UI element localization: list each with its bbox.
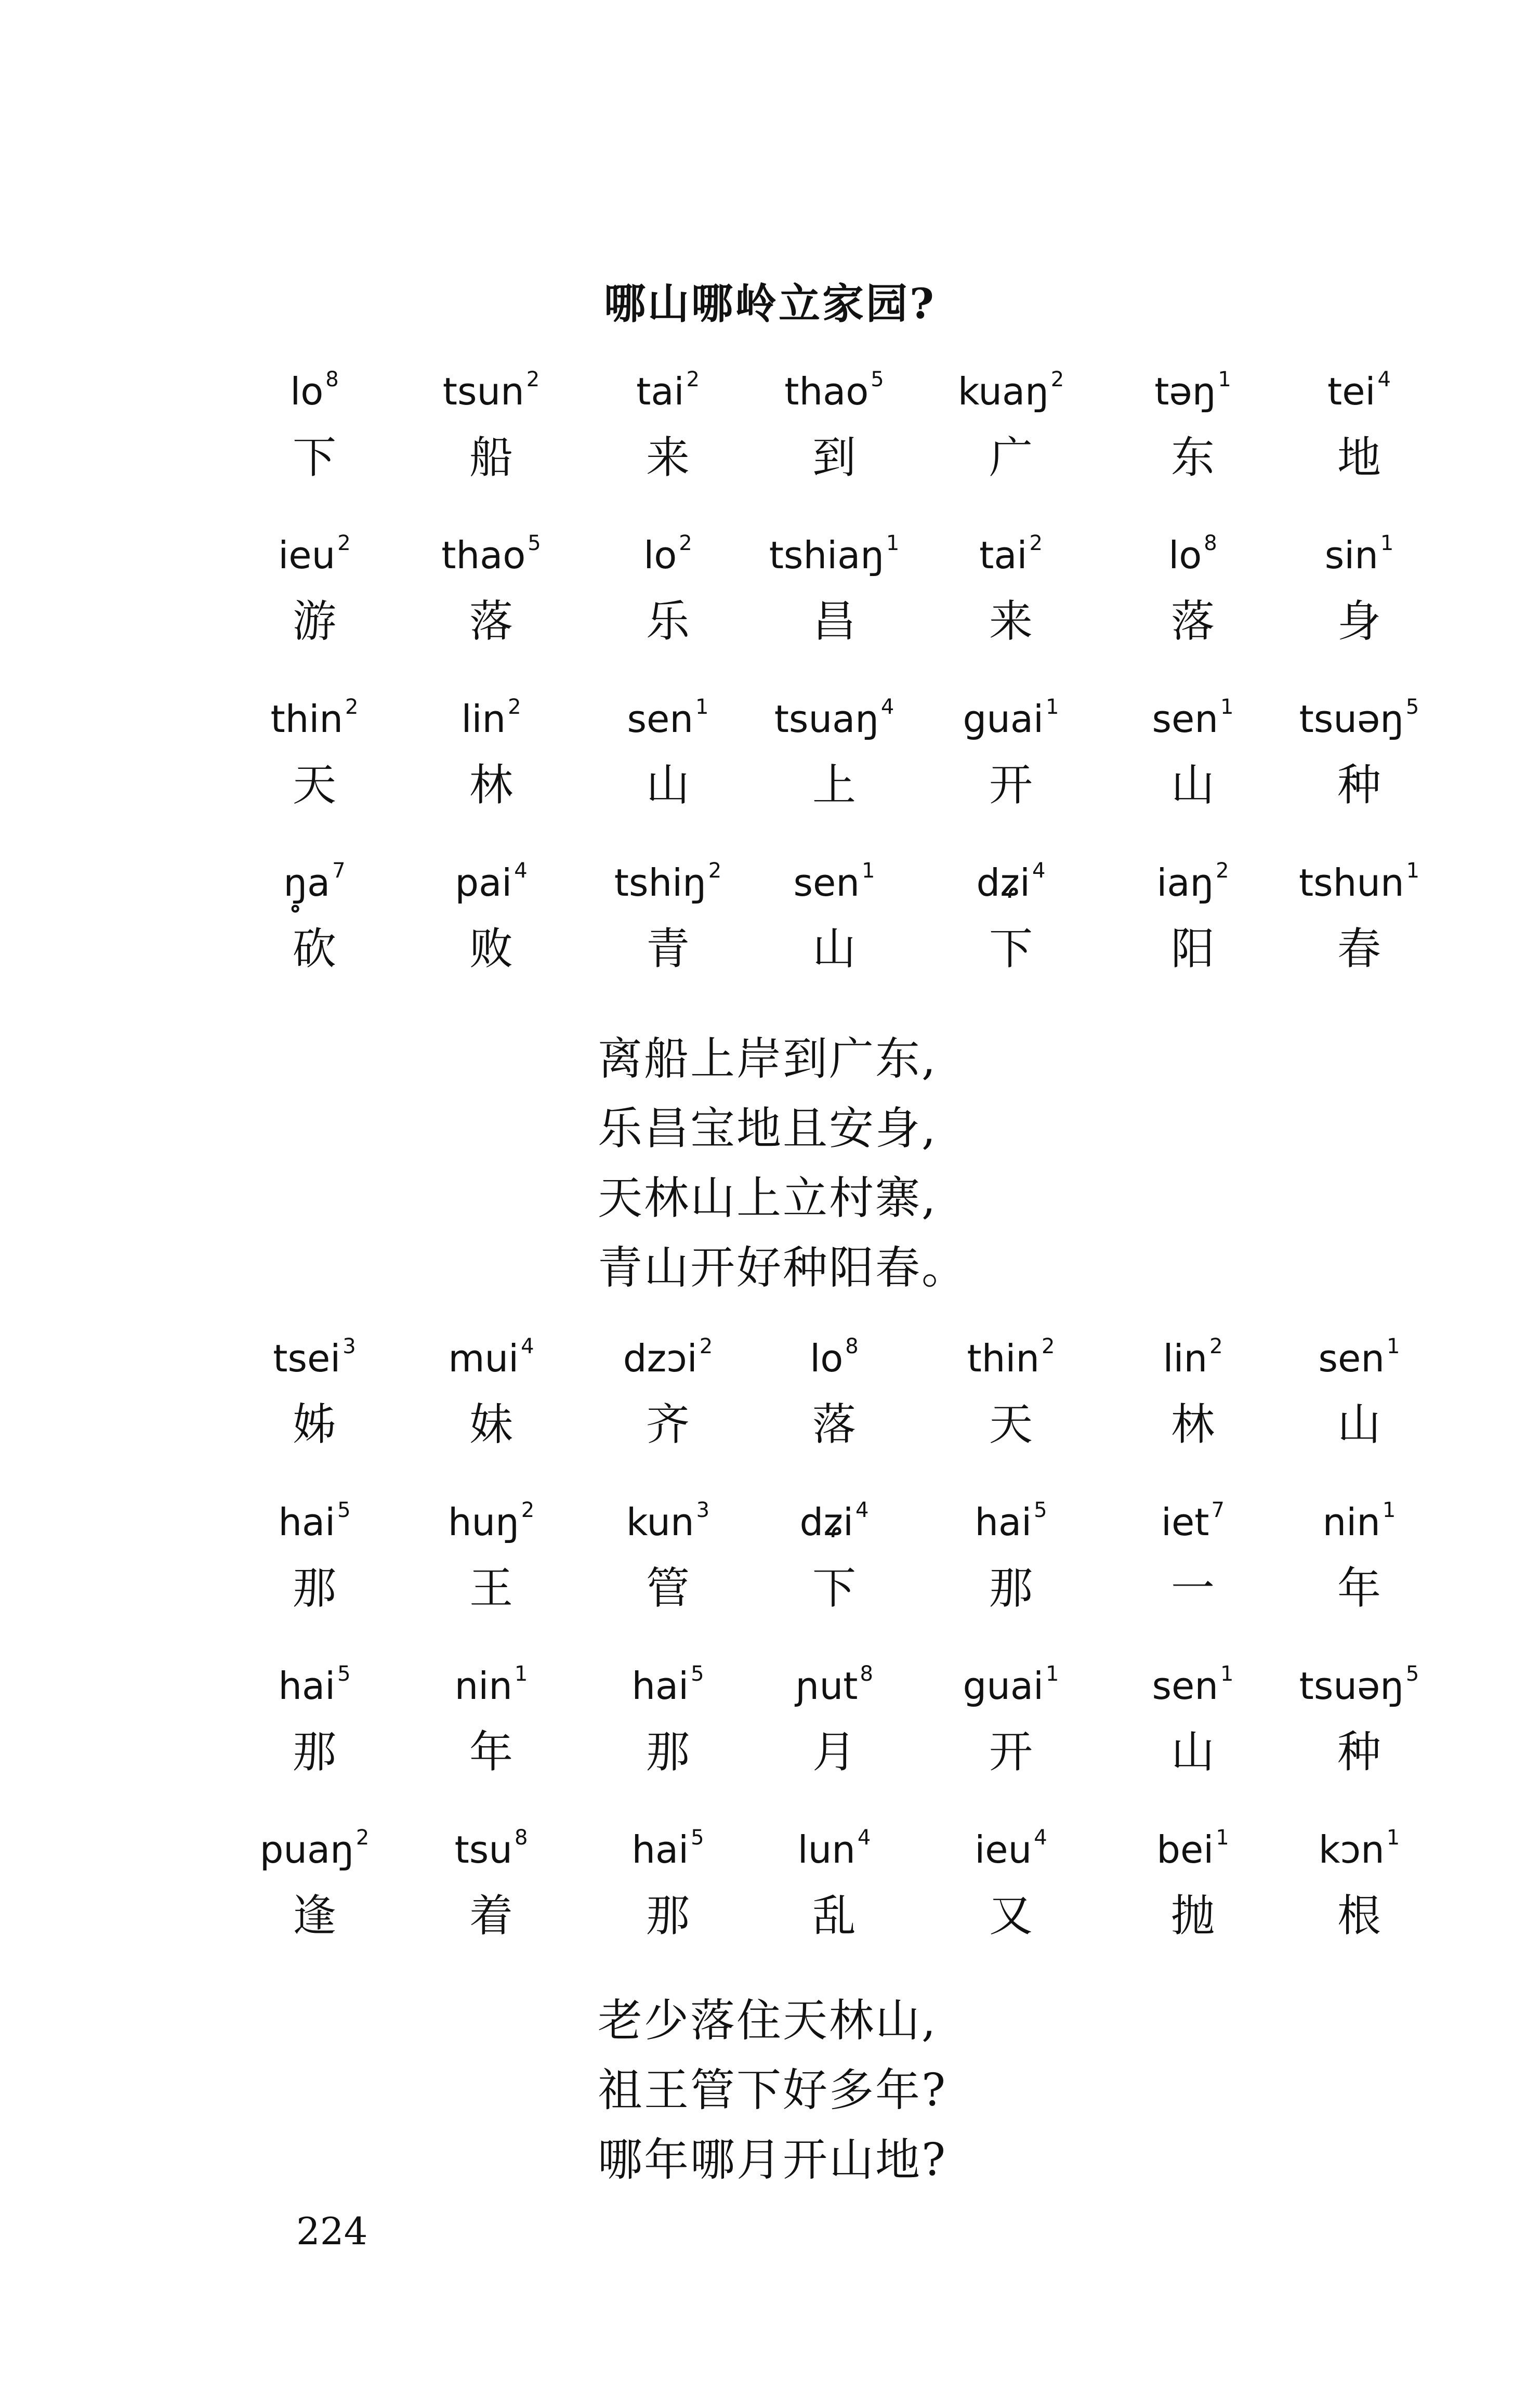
tone-number: 5: [528, 531, 541, 555]
tone-number: 8: [860, 1662, 873, 1686]
romanization: [405, 354, 577, 416]
tone-number: 8: [325, 368, 339, 391]
romanization-syllable: hai: [278, 1500, 336, 1544]
romanization: [1107, 1320, 1279, 1383]
tone-number: 2: [686, 368, 700, 391]
chinese-gloss: 开: [989, 760, 1033, 810]
tone-number: 5: [1034, 1498, 1047, 1522]
interlinear-cell: [748, 517, 920, 652]
romanization: [925, 1320, 1097, 1383]
romanization-syllable: guai: [963, 697, 1044, 741]
tone-number: 3: [343, 1334, 356, 1358]
romanization: [748, 845, 920, 907]
tone-number: 2: [337, 531, 351, 555]
romanization-syllable: nin: [1322, 1500, 1380, 1544]
interlinear-cell: [748, 681, 920, 816]
interlinear-row: [229, 1648, 1424, 1814]
interlinear-row: [229, 1812, 1424, 1978]
chinese-gloss: 那: [989, 1563, 1033, 1614]
romanization: [925, 1484, 1097, 1547]
tone-number: 8: [845, 1334, 859, 1358]
interlinear-cell: [748, 1812, 920, 1947]
romanization-syllable: təŋ: [1154, 370, 1216, 413]
romanization-syllable: tsun: [442, 370, 524, 413]
chinese-gloss: 上: [812, 760, 856, 810]
chinese-gloss: 管: [646, 1563, 690, 1614]
interlinear-row: [229, 517, 1424, 684]
romanization: [1273, 517, 1445, 580]
tone-number: 1: [1220, 695, 1234, 719]
interlinear-cell: [1273, 845, 1445, 980]
interlinear-cell: [582, 1812, 754, 1947]
interlinear-cell: [405, 845, 577, 980]
romanization-syllable: nin: [454, 1664, 512, 1708]
romanization: [405, 1320, 577, 1383]
tone-number: 1: [695, 695, 709, 719]
chinese-gloss: 下: [292, 432, 336, 483]
chinese-gloss: 春: [1337, 923, 1381, 974]
chinese-gloss: 落: [1170, 596, 1215, 647]
interlinear-cell: [1107, 1320, 1279, 1456]
tone-number: 8: [514, 1826, 528, 1850]
romanization: [748, 681, 920, 743]
romanization: [405, 517, 577, 580]
romanization-syllable: lin: [1163, 1337, 1208, 1380]
romanization-syllable: lo: [643, 533, 677, 577]
romanization: [925, 354, 1097, 416]
interlinear-cell: [1273, 517, 1445, 652]
romanization-syllable: dʑi: [799, 1500, 854, 1544]
tone-number: 1: [1380, 531, 1394, 555]
romanization: [1107, 845, 1279, 907]
romanization: [582, 1648, 754, 1710]
chinese-gloss: 逢: [292, 1890, 336, 1941]
interlinear-cell: [925, 681, 1097, 816]
tone-number: 2: [1216, 859, 1229, 883]
interlinear-cell: [1107, 1812, 1279, 1947]
interlinear-row: [229, 681, 1424, 847]
romanization-syllable: kuaŋ: [957, 370, 1049, 413]
interlinear-cell: [925, 1484, 1097, 1619]
romanization-syllable: sen: [1152, 697, 1218, 741]
interlinear-cell: [405, 1812, 577, 1947]
chinese-gloss: 林: [1170, 1399, 1215, 1450]
tone-number: 5: [871, 368, 884, 391]
romanization-syllable: lo: [1168, 533, 1202, 577]
romanization: [1107, 517, 1279, 580]
tone-number: 1: [886, 531, 900, 555]
chinese-gloss: 那: [292, 1563, 336, 1614]
chinese-gloss: 林: [469, 760, 513, 810]
interlinear-cell: [229, 354, 400, 489]
romanization-syllable: ieu: [278, 533, 336, 577]
romanization: [1107, 354, 1279, 416]
chinese-gloss: 来: [646, 432, 690, 483]
chinese-gloss: 月: [812, 1726, 856, 1777]
interlinear-cell: [748, 845, 920, 980]
interlinear-cell: [582, 845, 754, 980]
romanization: [1273, 1320, 1445, 1383]
interlinear-cell: [405, 1648, 577, 1783]
romanization: [582, 354, 754, 416]
romanization-syllable: kɔn: [1318, 1828, 1385, 1872]
chinese-gloss: 败: [469, 923, 513, 974]
romanization: [748, 354, 920, 416]
romanization-syllable: ŋ̥a: [283, 861, 331, 905]
chinese-gloss: 那: [292, 1726, 336, 1777]
romanization-syllable: kun: [626, 1500, 694, 1544]
chinese-gloss: 抛: [1170, 1890, 1215, 1941]
chinese-gloss: 齐: [646, 1399, 690, 1450]
interlinear-cell: [1107, 845, 1279, 980]
tone-number: 2: [679, 531, 692, 555]
poem-line: 哪年哪月开山地?: [598, 2134, 947, 2186]
chinese-gloss: 游: [292, 596, 336, 647]
romanization: [925, 517, 1097, 580]
tone-number: 1: [1046, 1662, 1059, 1686]
interlinear-cell: [925, 1812, 1097, 1947]
tone-number: 1: [1046, 695, 1059, 719]
romanization: [229, 845, 400, 907]
romanization: [582, 1320, 754, 1383]
interlinear-cell: [229, 1648, 400, 1783]
romanization-syllable: tsu: [454, 1828, 512, 1872]
romanization-syllable: hai: [631, 1828, 689, 1872]
romanization-syllable: tsuəŋ: [1299, 1664, 1404, 1708]
romanization-syllable: dʑi: [976, 861, 1031, 905]
tone-number: 5: [1405, 695, 1419, 719]
tone-number: 5: [691, 1826, 704, 1850]
chinese-gloss: 地: [1337, 432, 1381, 483]
chinese-gloss: 那: [646, 1890, 690, 1941]
tone-number: 5: [337, 1662, 351, 1686]
interlinear-cell: [925, 517, 1097, 652]
interlinear-cell: [229, 1812, 400, 1947]
chinese-gloss: 那: [646, 1726, 690, 1777]
interlinear-cell: [925, 1320, 1097, 1456]
tone-number: 2: [699, 1334, 713, 1358]
romanization: [229, 1648, 400, 1710]
interlinear-cell: [405, 681, 577, 816]
chinese-gloss: 砍: [292, 923, 336, 974]
chinese-gloss: 一: [1170, 1563, 1215, 1614]
romanization-syllable: hai: [278, 1664, 336, 1708]
chinese-gloss: 开: [989, 1726, 1033, 1777]
interlinear-cell: [582, 1484, 754, 1619]
romanization-syllable: sen: [627, 697, 693, 741]
romanization: [405, 681, 577, 743]
romanization-syllable: pai: [455, 861, 512, 905]
interlinear-cell: [1273, 1320, 1445, 1456]
romanization-syllable: sin: [1324, 533, 1378, 577]
interlinear-cell: [1107, 681, 1279, 816]
romanization-syllable: lo: [810, 1337, 844, 1380]
tone-number: 1: [862, 859, 875, 883]
tone-number: 1: [1216, 1826, 1229, 1850]
romanization-syllable: hai: [975, 1500, 1032, 1544]
chinese-gloss: 山: [646, 760, 690, 810]
interlinear-cell: [925, 845, 1097, 980]
poem-line: 离船上岸到广东,: [598, 1033, 938, 1085]
romanization-syllable: guai: [963, 1664, 1044, 1708]
interlinear-cell: [1107, 354, 1279, 489]
interlinear-cell: [1107, 517, 1279, 652]
interlinear-cell: [582, 1648, 754, 1783]
chinese-gloss: 东: [1170, 432, 1215, 483]
chinese-gloss: 根: [1337, 1890, 1381, 1941]
chinese-gloss: 乐: [646, 596, 690, 647]
interlinear-cell: [229, 681, 400, 816]
chinese-gloss: 山: [1337, 1399, 1381, 1450]
tone-number: 5: [691, 1662, 704, 1686]
tone-number: 5: [1405, 1662, 1419, 1686]
tone-number: 8: [1204, 531, 1217, 555]
romanization: [582, 517, 754, 580]
interlinear-cell: [405, 354, 577, 489]
translation-poem-1: [598, 1024, 968, 1303]
chinese-gloss: 广: [989, 432, 1033, 483]
tone-number: 4: [1377, 368, 1391, 391]
poem-line: 青山开好种阳春。: [598, 1242, 968, 1294]
chinese-gloss: 下: [989, 923, 1033, 974]
interlinear-row: [229, 845, 1424, 1011]
romanization: [582, 1812, 754, 1874]
tone-number: 5: [337, 1498, 351, 1522]
poem-line: 乐昌宝地且安身,: [598, 1103, 938, 1155]
chinese-gloss: 年: [1337, 1563, 1381, 1614]
romanization: [582, 1484, 754, 1547]
romanization: [1273, 1484, 1445, 1547]
interlinear-cell: [748, 1484, 920, 1619]
romanization: [582, 845, 754, 907]
chinese-gloss: 种: [1337, 1726, 1381, 1777]
chinese-gloss: 年: [469, 1726, 513, 1777]
romanization: [229, 1320, 400, 1383]
romanization: [229, 1484, 400, 1547]
romanization-syllable: lun: [797, 1828, 855, 1872]
chinese-gloss: 昌: [812, 596, 856, 647]
chinese-gloss: 天: [989, 1399, 1033, 1450]
romanization: [748, 1484, 920, 1547]
chinese-gloss: 妹: [469, 1399, 513, 1450]
romanization-syllable: thin: [270, 697, 344, 741]
romanization: [748, 1812, 920, 1874]
chinese-gloss: 下: [812, 1563, 856, 1614]
interlinear-cell: [748, 1648, 920, 1783]
romanization-syllable: lin: [461, 697, 506, 741]
tone-number: 2: [526, 368, 540, 391]
interlinear-cell: [582, 354, 754, 489]
tone-number: 2: [345, 695, 359, 719]
romanization-syllable: thao: [441, 533, 526, 577]
tone-number: 4: [855, 1498, 869, 1522]
romanization-syllable: tshun: [1298, 861, 1404, 905]
interlinear-cell: [1273, 681, 1445, 816]
chinese-gloss: 山: [1170, 1726, 1215, 1777]
romanization-syllable: tshiaŋ: [769, 533, 884, 577]
romanization: [1273, 1812, 1445, 1874]
romanization-syllable: sen: [1318, 1337, 1385, 1380]
romanization-syllable: huŋ: [447, 1500, 519, 1544]
tone-number: 2: [1050, 368, 1064, 391]
chinese-gloss: 落: [812, 1399, 856, 1450]
romanization-syllable: bei: [1156, 1828, 1214, 1872]
page-title: 哪山哪岭立家园?: [604, 279, 936, 328]
romanization: [1273, 1648, 1445, 1710]
tone-number: 4: [880, 695, 894, 719]
chinese-gloss: 阳: [1170, 923, 1215, 974]
chinese-gloss: 天: [292, 760, 336, 810]
tone-number: 1: [1387, 1334, 1400, 1358]
tone-number: 4: [857, 1826, 871, 1850]
romanization-syllable: ieu: [975, 1828, 1032, 1872]
interlinear-cell: [1273, 1648, 1445, 1783]
romanization: [1273, 354, 1445, 416]
interlinear-cell: [1107, 1648, 1279, 1783]
romanization-syllable: lo: [290, 370, 324, 413]
tone-number: 7: [332, 859, 346, 883]
romanization-syllable: dzɔi: [623, 1337, 697, 1380]
romanization: [229, 681, 400, 743]
tone-number: 4: [1034, 1826, 1047, 1850]
romanization-syllable: tei: [1327, 370, 1376, 413]
chinese-gloss: 山: [812, 923, 856, 974]
romanization: [1273, 845, 1445, 907]
poem-line: 祖王管下好多年?: [598, 2064, 947, 2116]
romanization: [748, 1320, 920, 1383]
chinese-gloss: 种: [1337, 760, 1381, 810]
tone-number: 2: [1042, 1334, 1055, 1358]
romanization-syllable: sen: [793, 861, 860, 905]
interlinear-cell: [229, 845, 400, 980]
romanization-syllable: tai: [636, 370, 685, 413]
poem-line: 天林山上立村寨,: [598, 1172, 938, 1224]
romanization: [748, 517, 920, 580]
tone-number: 1: [1406, 859, 1420, 883]
chinese-gloss: 到: [812, 432, 856, 483]
chinese-gloss: 山: [1170, 760, 1215, 810]
romanization-syllable: tsei: [273, 1337, 341, 1380]
chinese-gloss: 王: [469, 1563, 513, 1614]
interlinear-cell: [925, 1648, 1097, 1783]
interlinear-cell: [582, 517, 754, 652]
romanization: [748, 1648, 920, 1710]
interlinear-row: [229, 354, 1424, 520]
romanization: [229, 517, 400, 580]
romanization: [925, 1812, 1097, 1874]
tone-number: 1: [514, 1662, 528, 1686]
chinese-gloss: 落: [469, 596, 513, 647]
chinese-gloss: 船: [469, 432, 513, 483]
tone-number: 1: [1382, 1498, 1396, 1522]
romanization-syllable: mui: [448, 1337, 519, 1380]
chinese-gloss: 身: [1337, 596, 1381, 647]
tone-number: 2: [356, 1826, 370, 1850]
tone-number: 4: [1032, 859, 1046, 883]
tone-number: 1: [1220, 1662, 1234, 1686]
interlinear-cell: [1107, 1484, 1279, 1619]
romanization: [229, 1812, 400, 1874]
romanization-syllable: thin: [967, 1337, 1040, 1380]
interlinear-row: [229, 1320, 1424, 1487]
romanization: [925, 1648, 1097, 1710]
chinese-gloss: 姊: [292, 1399, 336, 1450]
romanization-syllable: tsuaŋ: [774, 697, 879, 741]
interlinear-cell: [582, 681, 754, 816]
romanization: [229, 354, 400, 416]
tone-number: 4: [521, 1334, 534, 1358]
tone-number: 2: [708, 859, 722, 883]
romanization-syllable: tshiŋ: [614, 861, 706, 905]
interlinear-cell: [405, 1320, 577, 1456]
tone-number: 2: [508, 695, 521, 719]
interlinear-cell: [1273, 1484, 1445, 1619]
interlinear-cell: [582, 1320, 754, 1456]
translation-poem-2: [598, 1986, 947, 2195]
interlinear-row: [229, 1484, 1424, 1651]
romanization-syllable: sen: [1152, 1664, 1218, 1708]
page-number: 224: [296, 2209, 368, 2253]
romanization: [925, 845, 1097, 907]
chinese-gloss: 又: [989, 1890, 1033, 1941]
tone-number: 4: [514, 859, 528, 883]
romanization: [405, 1484, 577, 1547]
tone-number: 3: [696, 1498, 710, 1522]
romanization: [925, 681, 1097, 743]
interlinear-cell: [405, 517, 577, 652]
interlinear-cell: [229, 1320, 400, 1456]
interlinear-cell: [1273, 1812, 1445, 1947]
interlinear-cell: [405, 1484, 577, 1619]
chinese-gloss: 乱: [812, 1890, 856, 1941]
romanization: [1107, 1812, 1279, 1874]
interlinear-cell: [925, 354, 1097, 489]
interlinear-cell: [1273, 354, 1445, 489]
romanization-syllable: iaŋ: [1156, 861, 1214, 905]
interlinear-cell: [748, 354, 920, 489]
tone-number: 2: [521, 1498, 535, 1522]
romanization: [405, 845, 577, 907]
poem-line: 老少落住天林山,: [598, 1995, 938, 2047]
tone-number: 1: [1218, 368, 1231, 391]
interlinear-cell: [748, 1320, 920, 1456]
romanization-syllable: ɲut: [795, 1664, 858, 1708]
chinese-gloss: 来: [989, 596, 1033, 647]
romanization: [1107, 1648, 1279, 1710]
interlinear-cell: [229, 1484, 400, 1619]
romanization: [582, 681, 754, 743]
chinese-gloss: 青: [646, 923, 690, 974]
romanization: [405, 1648, 577, 1710]
romanization: [1273, 681, 1445, 743]
tone-number: 2: [1029, 531, 1043, 555]
tone-number: 7: [1211, 1498, 1225, 1522]
romanization-syllable: tai: [979, 533, 1028, 577]
chinese-gloss: 着: [469, 1890, 513, 1941]
romanization-syllable: iet: [1161, 1500, 1209, 1544]
romanization: [1107, 681, 1279, 743]
romanization: [1107, 1484, 1279, 1547]
romanization-syllable: thao: [784, 370, 869, 413]
romanization-syllable: hai: [631, 1664, 689, 1708]
romanization-syllable: puaŋ: [259, 1828, 354, 1872]
interlinear-cell: [229, 517, 400, 652]
tone-number: 2: [1209, 1334, 1223, 1358]
romanization: [405, 1812, 577, 1874]
romanization-syllable: tsuəŋ: [1299, 697, 1404, 741]
tone-number: 1: [1386, 1826, 1400, 1850]
